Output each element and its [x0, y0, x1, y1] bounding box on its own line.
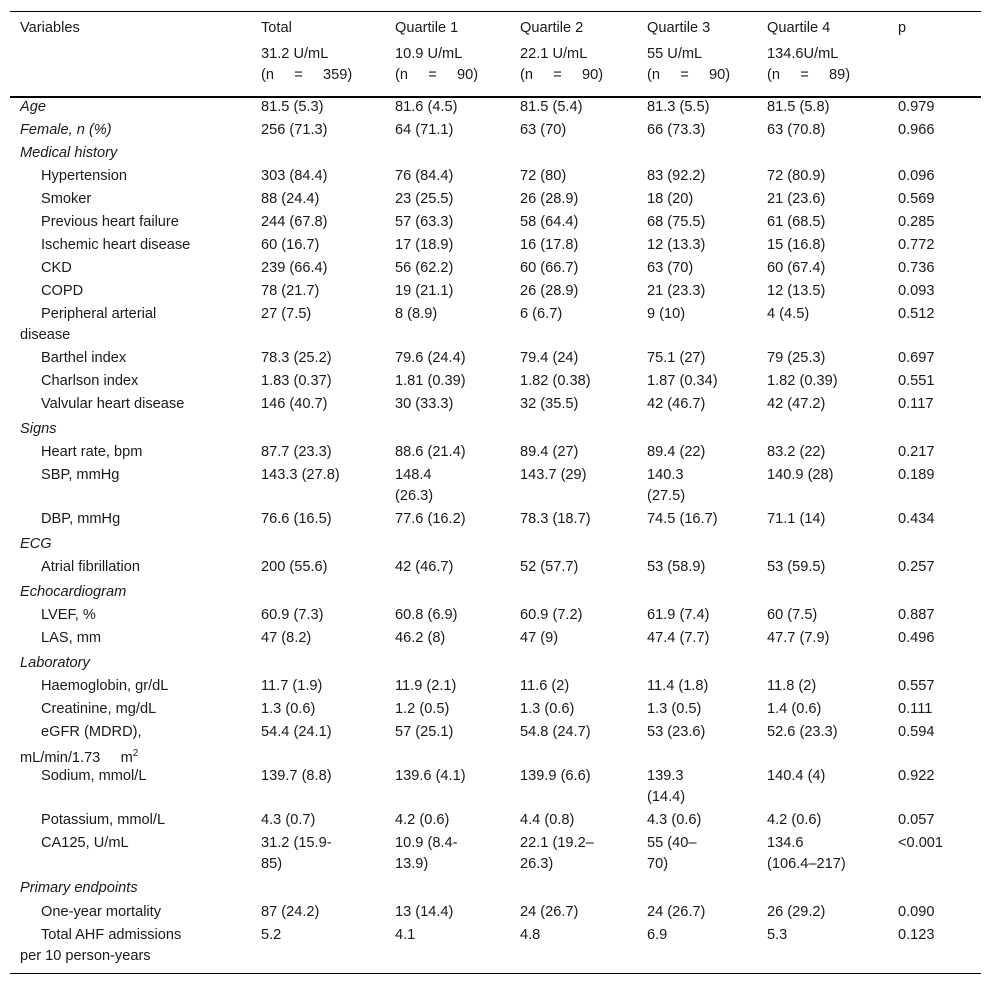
- table-cell: 6 (6.7): [520, 306, 563, 322]
- table-cell: 79.6 (24.4): [395, 350, 466, 366]
- table-cell: 76.6 (16.5): [261, 511, 332, 527]
- table-cell: 47 (9): [520, 630, 559, 646]
- row-label: Creatinine, mg/dL: [41, 701, 157, 717]
- table-cell: 63 (70.8): [767, 122, 826, 138]
- table-cell: 72 (80.9): [767, 168, 826, 184]
- table-top-rule: [10, 11, 981, 12]
- header-quartile-2: Quartile 2: [520, 20, 584, 36]
- table-cell: 143.7 (29): [520, 467, 587, 483]
- table-cell: 23 (25.5): [395, 191, 454, 207]
- header-quartile-1: Quartile 1: [395, 20, 459, 36]
- table-cell: 4.3 (0.6): [647, 812, 702, 828]
- table-cell: 78.3 (18.7): [520, 511, 591, 527]
- table-cell: 81.5 (5.3): [261, 99, 324, 115]
- table-cell: 60.9 (7.3): [261, 607, 324, 623]
- table-cell: 71.1 (14): [767, 511, 826, 527]
- p-value-cell: 0.772: [898, 237, 935, 253]
- table-cell: 55 (40– 70): [647, 835, 697, 872]
- table-cell: 139.7 (8.8): [261, 768, 332, 784]
- table-cell: 1.2 (0.5): [395, 701, 450, 717]
- section-heading: Medical history: [20, 145, 118, 161]
- table-cell: 60.8 (6.9): [395, 607, 458, 623]
- row-label: One-year mortality: [41, 904, 162, 920]
- table-cell: 16 (17.8): [520, 237, 579, 253]
- table-cell: 81.5 (5.8): [767, 99, 830, 115]
- subheader-total: 31.2 U/mL (n = 359): [261, 46, 353, 83]
- row-label: Valvular heart disease: [41, 396, 185, 412]
- row-label: Previous heart failure: [41, 214, 179, 230]
- table-cell: 58 (64.4): [520, 214, 579, 230]
- table-cell: 1.83 (0.37): [261, 373, 332, 389]
- p-value-cell: 0.093: [898, 283, 935, 299]
- table-cell: 11.8 (2): [767, 678, 817, 694]
- subheader-quartile-1: 10.9 U/mL (n = 90): [395, 46, 479, 83]
- table-cell: 87 (24.2): [261, 904, 320, 920]
- table-cell: 140.4 (4): [767, 768, 826, 784]
- row-label: DBP, mmHg: [41, 511, 121, 527]
- table-cell: 13 (14.4): [395, 904, 454, 920]
- table-cell: 200 (55.6): [261, 559, 328, 575]
- table-cell: 61 (68.5): [767, 214, 826, 230]
- table-cell: 72 (80): [520, 168, 567, 184]
- table-cell: 24 (26.7): [520, 904, 579, 920]
- table-cell: 15 (16.8): [767, 237, 826, 253]
- p-value-cell: 0.111: [898, 701, 933, 717]
- table-cell: 19 (21.1): [395, 283, 454, 299]
- table-cell: 63 (70): [647, 260, 694, 276]
- table-cell: 88 (24.4): [261, 191, 320, 207]
- table-cell: 8 (8.9): [395, 306, 438, 322]
- table-cell: 83.2 (22): [767, 444, 826, 460]
- p-value-cell: 0.594: [898, 724, 935, 740]
- table-cell: 4.2 (0.6): [395, 812, 450, 828]
- table-cell: 52.6 (23.3): [767, 724, 838, 740]
- table-cell: 303 (84.4): [261, 168, 328, 184]
- table-cell: 27 (7.5): [261, 306, 312, 322]
- p-value-cell: 0.189: [898, 467, 935, 483]
- table-cell: 78 (21.7): [261, 283, 320, 299]
- p-value-cell: 0.285: [898, 214, 935, 230]
- table-cell: 81.3 (5.5): [647, 99, 710, 115]
- table-cell: 31.2 (15.9- 85): [261, 835, 332, 872]
- table-cell: 60 (7.5): [767, 607, 818, 623]
- table-cell: 47.7 (7.9): [767, 630, 830, 646]
- table-cell: 30 (33.3): [395, 396, 454, 412]
- p-value-cell: 0.887: [898, 607, 935, 623]
- table-cell: 76 (84.4): [395, 168, 454, 184]
- p-value-cell: 0.569: [898, 191, 935, 207]
- table-cell: 54.4 (24.1): [261, 724, 332, 740]
- table-cell: 10.9 (8.4- 13.9): [395, 835, 458, 872]
- table-cell: 42 (46.7): [647, 396, 706, 412]
- table-cell: 244 (67.8): [261, 214, 328, 230]
- header-rule: [10, 96, 981, 98]
- p-value-cell: 0.697: [898, 350, 935, 366]
- p-value-cell: 0.434: [898, 511, 935, 527]
- table-cell: 1.3 (0.6): [261, 701, 316, 717]
- row-label: LVEF, %: [41, 607, 96, 623]
- table-cell: 83 (92.2): [647, 168, 706, 184]
- table-cell: 11.6 (2): [520, 678, 570, 694]
- table-cell: 1.87 (0.34): [647, 373, 718, 389]
- row-label: Hypertension: [41, 168, 127, 184]
- header-quartile-4: Quartile 4: [767, 20, 831, 36]
- table-cell: 139.6 (4.1): [395, 768, 466, 784]
- row-label: CA125, U/mL: [41, 835, 129, 851]
- table-cell: 79 (25.3): [767, 350, 826, 366]
- table-cell: 77.6 (16.2): [395, 511, 466, 527]
- table-cell: 81.5 (5.4): [520, 99, 583, 115]
- table-cell: 56 (62.2): [395, 260, 454, 276]
- table-cell: 61.9 (7.4): [647, 607, 710, 623]
- table-cell: 89.4 (27): [520, 444, 579, 460]
- table-cell: 11.4 (1.8): [647, 678, 709, 694]
- row-label: Peripheral arterial disease: [20, 306, 157, 343]
- table-cell: 88.6 (21.4): [395, 444, 466, 460]
- table-cell: 26 (28.9): [520, 283, 579, 299]
- table-cell: 4.4 (0.8): [520, 812, 575, 828]
- table-cell: 5.3: [767, 927, 788, 943]
- table-cell: 1.81 (0.39): [395, 373, 466, 389]
- row-label: Atrial fibrillation: [41, 559, 140, 575]
- p-value-cell: 0.736: [898, 260, 935, 276]
- table-cell: 1.4 (0.6): [767, 701, 822, 717]
- table-cell: 26 (28.9): [520, 191, 579, 207]
- table-cell: 5.2: [261, 927, 282, 943]
- p-value-cell: 0.123: [898, 927, 935, 943]
- table-cell: 89.4 (22): [647, 444, 706, 460]
- data-table: [10, 10, 981, 974]
- header-quartile-3: Quartile 3: [647, 20, 711, 36]
- table-cell: 60.9 (7.2): [520, 607, 583, 623]
- section-heading: Echocardiogram: [20, 584, 127, 600]
- row-label: Sodium, mmol/L: [41, 768, 147, 784]
- row-label: COPD: [41, 283, 84, 299]
- table-cell: 47.4 (7.7): [647, 630, 710, 646]
- row-label: Heart rate, bpm: [41, 444, 143, 460]
- table-cell: 134.6 (106.4–217): [767, 835, 846, 872]
- table-cell: 11.7 (1.9): [261, 678, 323, 694]
- table-cell: 75.1 (27): [647, 350, 706, 366]
- table-cell: 9 (10): [647, 306, 686, 322]
- row-label: Age: [20, 99, 46, 115]
- table-cell: 42 (47.2): [767, 396, 826, 412]
- table-cell: 53 (59.5): [767, 559, 826, 575]
- header-p: p: [898, 20, 907, 36]
- p-value-cell: 0.090: [898, 904, 935, 920]
- header-variables: Variables: [20, 20, 80, 36]
- table-bottom-rule: [10, 973, 981, 974]
- row-label: Barthel index: [41, 350, 127, 366]
- p-value-cell: 0.966: [898, 122, 935, 138]
- table-cell: 24 (26.7): [647, 904, 706, 920]
- section-heading: Signs: [20, 421, 57, 437]
- table-cell: 1.3 (0.5): [647, 701, 702, 717]
- table-cell: 256 (71.3): [261, 122, 328, 138]
- table-cell: 26 (29.2): [767, 904, 826, 920]
- table-cell: 47 (8.2): [261, 630, 312, 646]
- p-value-cell: 0.496: [898, 630, 935, 646]
- p-value-cell: 0.096: [898, 168, 935, 184]
- p-value-cell: 0.217: [898, 444, 935, 460]
- table-cell: 52 (57.7): [520, 559, 579, 575]
- table-cell: 53 (58.9): [647, 559, 706, 575]
- table-cell: 53 (23.6): [647, 724, 706, 740]
- row-label: SBP, mmHg: [41, 467, 120, 483]
- table-cell: 140.3 (27.5): [647, 467, 686, 504]
- table-cell: 54.8 (24.7): [520, 724, 591, 740]
- p-value-cell: 0.979: [898, 99, 935, 115]
- row-label: Ischemic heart disease: [41, 237, 191, 253]
- p-value-cell: 0.057: [898, 812, 935, 828]
- p-value-cell: 0.551: [898, 373, 935, 389]
- table-cell: 4.8: [520, 927, 541, 943]
- row-label: LAS, mm: [41, 630, 102, 646]
- subheader-quartile-2: 22.1 U/mL (n = 90): [520, 46, 604, 83]
- section-heading: ECG: [20, 536, 52, 552]
- table-cell: 1.82 (0.39): [767, 373, 838, 389]
- table-cell: 60 (16.7): [261, 237, 320, 253]
- table-cell: 68 (75.5): [647, 214, 706, 230]
- table-cell: 74.5 (16.7): [647, 511, 718, 527]
- table-cell: 12 (13.3): [647, 237, 706, 253]
- table-cell: 17 (18.9): [395, 237, 454, 253]
- row-label: eGFR (MDRD), mL/min/1.73 $m^2$: [20, 724, 142, 766]
- row-label: CKD: [41, 260, 72, 276]
- table-cell: 1.3 (0.6): [520, 701, 575, 717]
- subheader-quartile-4: 134.6U/mL (n = 89): [767, 46, 851, 83]
- table-cell: 60 (66.7): [520, 260, 579, 276]
- p-value-cell: 0.512: [898, 306, 935, 322]
- table-cell: 4 (4.5): [767, 306, 810, 322]
- table-cell: 57 (25.1): [395, 724, 454, 740]
- table-cell: 6.9: [647, 927, 668, 943]
- table-cell: 11.9 (2.1): [395, 678, 457, 694]
- table-cell: 87.7 (23.3): [261, 444, 332, 460]
- table-cell: 4.1: [395, 927, 416, 943]
- row-label: Smoker: [41, 191, 92, 207]
- section-heading: Laboratory: [20, 655, 90, 671]
- p-value-cell: <0.001: [898, 835, 944, 851]
- table-cell: 42 (46.7): [395, 559, 454, 575]
- table-cell: 148.4 (26.3): [395, 467, 434, 504]
- row-label: Total AHF admissions per 10 person-years: [20, 927, 182, 964]
- table-cell: 57 (63.3): [395, 214, 454, 230]
- table-cell: 64 (71.1): [395, 122, 454, 138]
- table-cell: 78.3 (25.2): [261, 350, 332, 366]
- table-cell: 81.6 (4.5): [395, 99, 458, 115]
- table-cell: 140.9 (28): [767, 467, 834, 483]
- table-cell: 60 (67.4): [767, 260, 826, 276]
- table-cell: 12 (13.5): [767, 283, 826, 299]
- table-cell: 63 (70): [520, 122, 567, 138]
- row-label: Female, n (%): [20, 122, 112, 138]
- table-cell: 143.3 (27.8): [261, 467, 340, 483]
- row-label: Charlson index: [41, 373, 139, 389]
- p-value-cell: 0.257: [898, 559, 935, 575]
- p-value-cell: 0.557: [898, 678, 935, 694]
- table-cell: 79.4 (24): [520, 350, 579, 366]
- header-total: Total: [261, 20, 292, 36]
- subheader-quartile-3: 55 U/mL (n = 90): [647, 46, 731, 83]
- table-cell: 1.82 (0.38): [520, 373, 591, 389]
- table-cell: 139.9 (6.6): [520, 768, 591, 784]
- table-cell: 22.1 (19.2– 26.3): [520, 835, 594, 872]
- table-cell: 21 (23.3): [647, 283, 706, 299]
- p-value-cell: 0.117: [898, 396, 934, 412]
- section-heading: Primary endpoints: [20, 880, 138, 896]
- table-cell: 66 (73.3): [647, 122, 706, 138]
- p-value-cell: 0.922: [898, 768, 935, 784]
- table-cell: 18 (20): [647, 191, 694, 207]
- row-label: Haemoglobin, gr/dL: [41, 678, 169, 694]
- row-label: Potassium, mmol/L: [41, 812, 166, 828]
- table-cell: 146 (40.7): [261, 396, 328, 412]
- table-cell: 4.2 (0.6): [767, 812, 822, 828]
- table-cell: 239 (66.4): [261, 260, 328, 276]
- table-cell: 21 (23.6): [767, 191, 826, 207]
- table-cell: 139.3 (14.4): [647, 768, 686, 805]
- table-cell: 4.3 (0.7): [261, 812, 316, 828]
- table-cell: 46.2 (8): [395, 630, 446, 646]
- table-cell: 32 (35.5): [520, 396, 579, 412]
